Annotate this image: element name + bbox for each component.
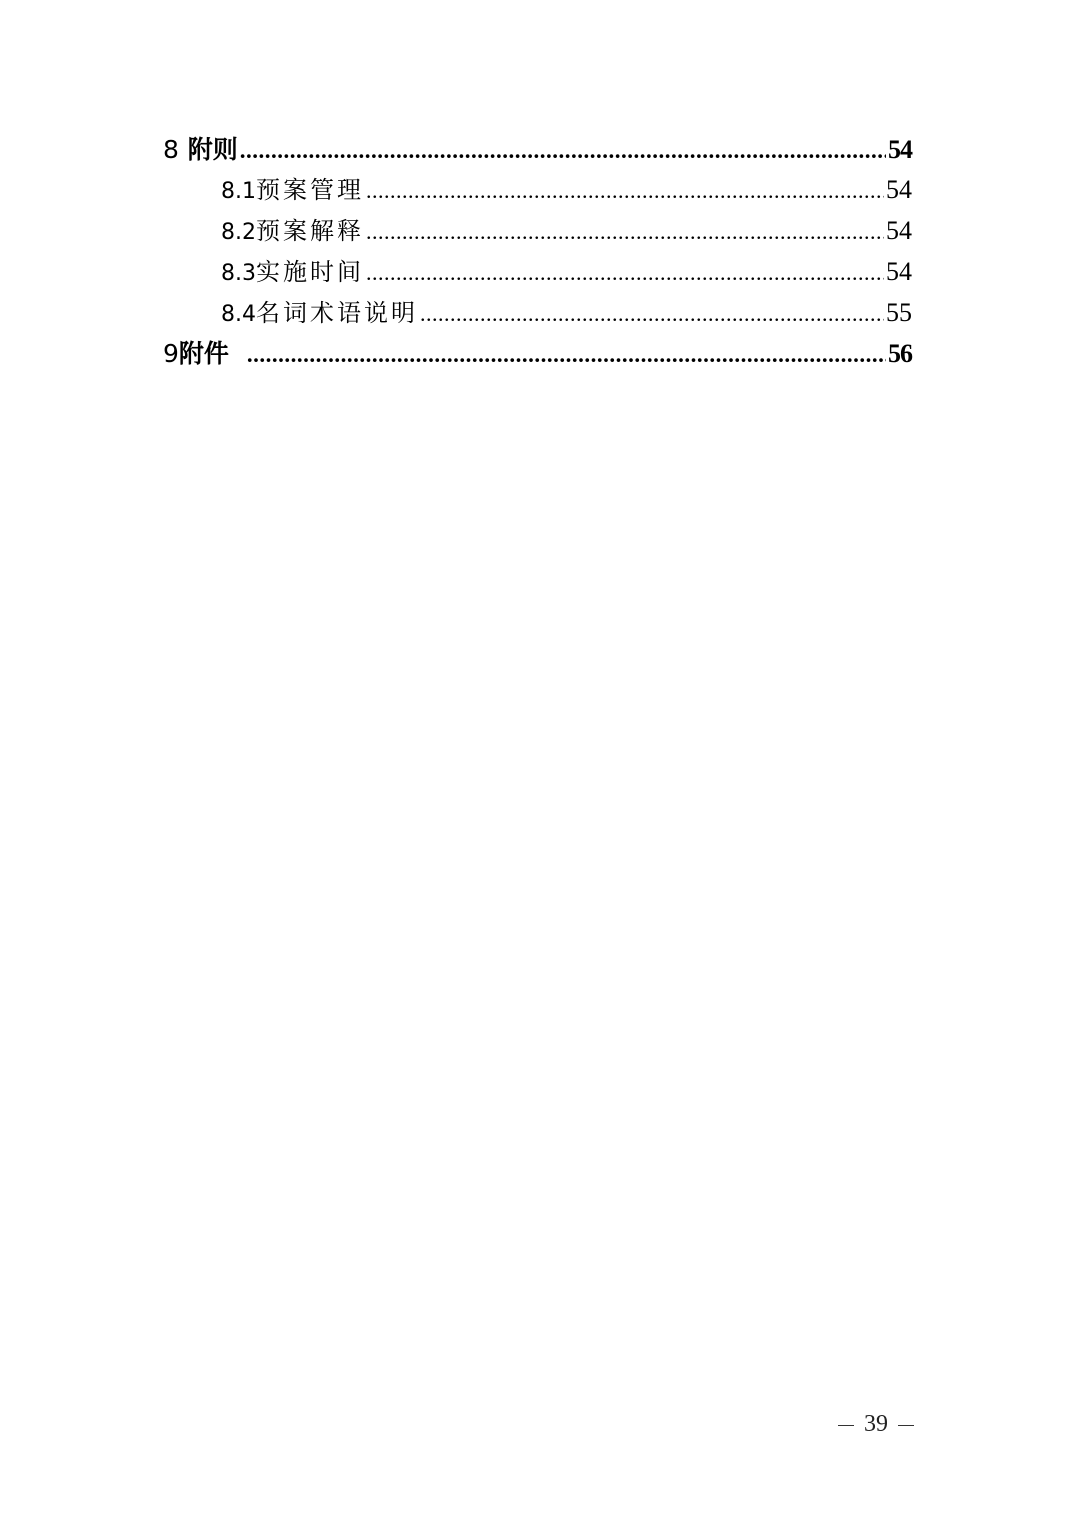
page-footer [828, 1411, 924, 1438]
toc-entry-section-8-3[interactable] [163, 252, 912, 293]
toc-entry-number: 8.3 [221, 261, 256, 286]
footer-dash-right [898, 1425, 914, 1426]
toc-entry-section-8-1[interactable] [163, 170, 912, 211]
toc-entry-number: 8.2 [221, 220, 256, 245]
table-of-contents [163, 130, 912, 374]
toc-dot-leader [366, 178, 884, 204]
toc-entry-number: 9 [163, 339, 179, 368]
toc-dot-leader [366, 219, 884, 245]
page-number: 39 [864, 1411, 888, 1437]
toc-entry-page: 54 [886, 257, 912, 286]
toc-entry-page: 54 [886, 175, 912, 204]
toc-entry-title: 预案管理 [256, 176, 364, 204]
toc-entry-title: 名词术语说明 [256, 299, 418, 327]
toc-entry-chapter-8[interactable] [163, 130, 912, 170]
toc-entry-number: 8.1 [221, 179, 256, 204]
toc-entry-title: 实施时间 [256, 258, 364, 286]
toc-dot-leader [366, 260, 884, 286]
toc-dot-leader [240, 138, 886, 164]
toc-entry-title: 附件 [178, 339, 229, 368]
toc-entry-page: 54 [886, 216, 912, 245]
toc-entry-number: 8.4 [221, 302, 256, 327]
toc-entry-title: 附则 [187, 135, 238, 164]
toc-entry-page: 55 [886, 298, 912, 327]
toc-dot-leader [247, 342, 886, 368]
toc-entry-section-8-2[interactable] [163, 211, 912, 252]
toc-entry-title: 预案解释 [256, 217, 364, 245]
toc-entry-chapter-9[interactable] [163, 334, 912, 374]
toc-dot-leader [420, 301, 884, 327]
toc-entry-page: 54 [888, 135, 912, 164]
toc-entry-section-8-4[interactable] [163, 293, 912, 334]
footer-dash-left [838, 1425, 854, 1426]
toc-entry-page: 56 [888, 339, 912, 368]
toc-entry-number: 8 [163, 135, 179, 164]
